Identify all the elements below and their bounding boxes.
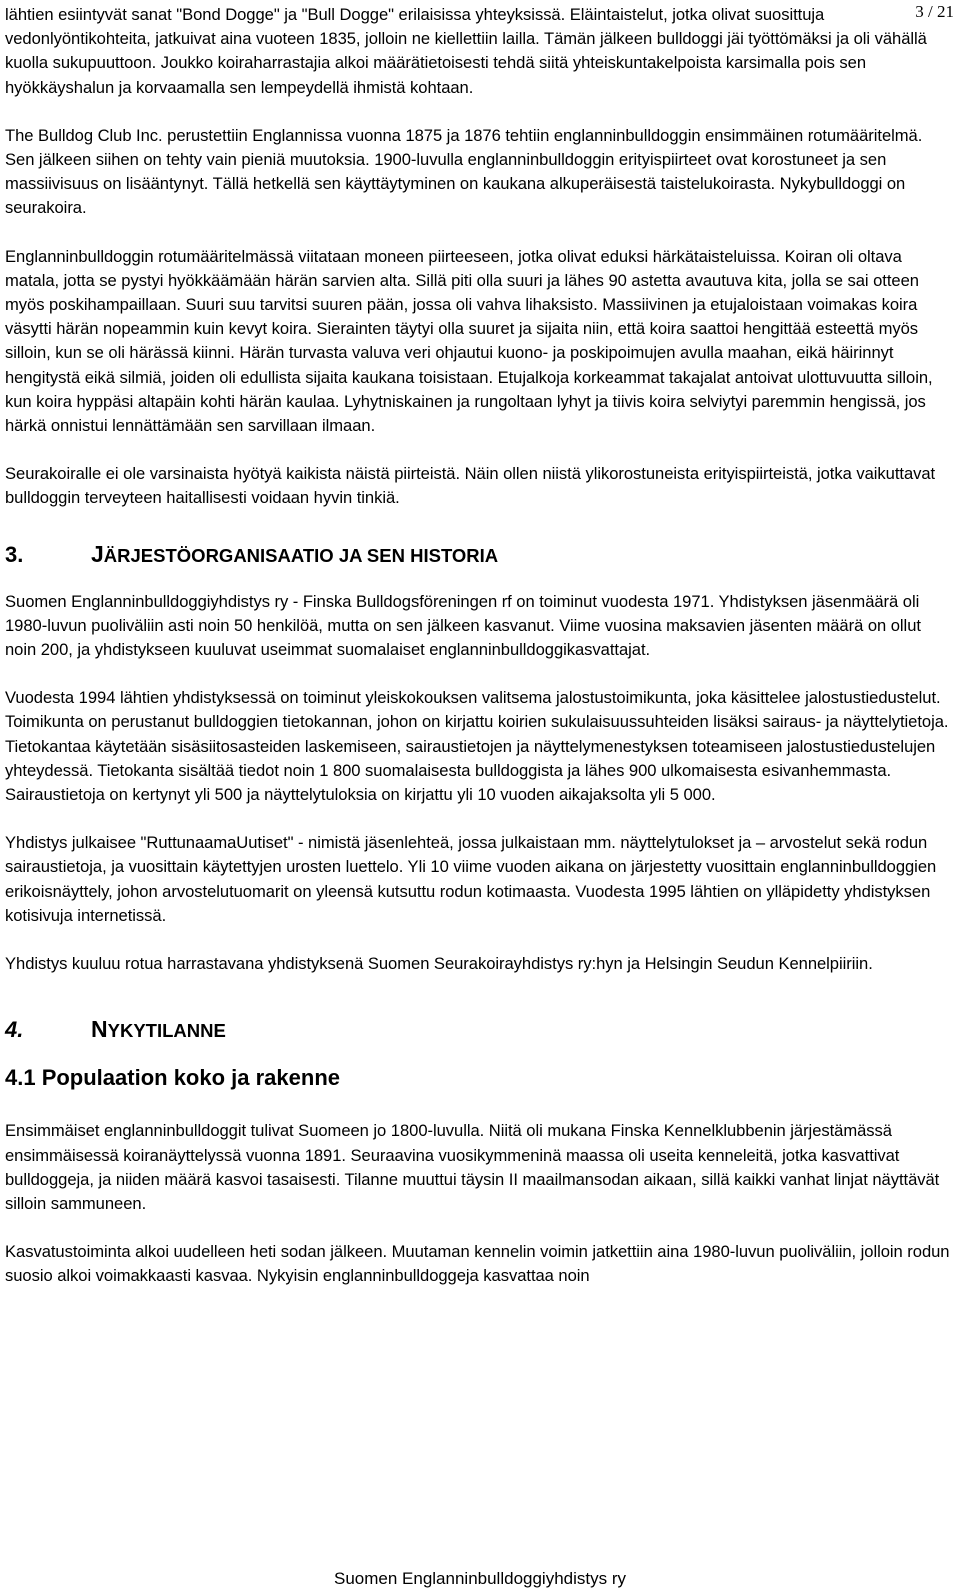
section-heading-3 [5, 541, 950, 568]
paragraph: Yhdistys kuuluu rotua harrastavana yhdistyksenä Suomen Seurakoirayhdistys ry:hyn ja Helsingin Seudun Kennelpiiriin. [5, 954, 873, 974]
paragraph: Yhdistys julkaisee "RuttunaamaUutiset" - nimistä jäsenlehteä, jossa julkaistaan mm. näyttelytulokset ja – arvostelut sekä rodun sairaustietoja, ja vuosittain käytettyjen urosten luettelo. Yli 10 viime vuoden aikana on järjestetty vuosittain englanninbulldoggien erikoisnäyttely, johon arvostelutuomarit on yleensä kutsuttu rodun kotimaasta. Vuodesta 1995 lähtien on ylläpidetty yhdistyksen kotisivuja internetissä. [5, 833, 937, 925]
paragraph: lähtien esiintyvät sanat "Bond Dogge" ja "Bull Dogge" erilaisissa yhteyksissä. Eläintaistelut, jotka olivat suosittuja vedonlyöntikohteita, jatkuivat aina vuoteen 1835, jolloin ne kiellettiin lailla. Tämän jälkeen bulldoggi jäi työttömäksi ja oli vähällä kuolla sukupuuttoon. Joukko koiraharrastajia alkoi määrätietoisesti tehdä siitä yhteiskuntakelpoista karsimalla pois sen hyökkäyshalun ja korvaamalla sen lempeydellä ihmistä kohtaan. [5, 5, 927, 97]
section-number: 4. [5, 1017, 24, 1043]
section-title-rest: YKYTILANNE [107, 1020, 226, 1042]
section-title-initial: N [91, 1016, 108, 1043]
document-body [5, 3, 950, 1313]
paragraph: Seurakoiralle ei ole varsinaista hyötyä kaikista näistä piirteistä. Näin ollen niistä ylikorostuneista erityispiirteistä, jotka vaikuttavat bulldoggin terveyteen haitallisesti voidaan hyvin tinkiä. [5, 464, 936, 508]
paragraph: The Bulldog Club Inc. perustettiin Englannissa vuonna 1875 ja 1876 tehtiin englanninbulldoggin ensimmäinen rotumääritelmä. Sen jälkeen siihen on tehty vain pieniä muutoksia. 1900-luvulla englanninbulldoggin erityispiirteet ovat korostuneet ja sen massiivisuus on lisääntynyt. Tällä hetkellä sen käyttäytyminen on kaukana alkuperäisestä taistelukoirasta. Nykybulldoggi on seurakoira. [5, 125, 923, 218]
paragraph: Ensimmäiset englanninbulldoggit tulivat Suomeen jo 1800-luvulla. Niitä oli mukana Finska Kennelklubbenin järjestämässä ensimmäisessä koiranäyttelyssä vuonna 1891. Seuraavina vuosikymmeninä maassa oli useita kenneleitä, jotka kasvattivat bulldoggeja, ja niiden määrä kasvoi tasaisesti. Tilanne muuttui täysin II maailmansodan aikaan, sillä kaikki vanhat linjat näyttävät silloin sammuneen. [5, 1121, 940, 1213]
section-title-initial: J [91, 540, 104, 567]
paragraph: Vuodesta 1994 lähtien yhdistyksessä on toiminut yleiskokouksen valitsema jalostustoimikunta, joka käsittelee jalostustiedustelut. Toimikunta on perustanut bulldoggien tietokannan, johon on kirjattu koirien sukulaisuussuhteiden lisäksi sairaus- ja näyttelytietoja. Tietokantaa käytetään sisäsiitosasteiden laskemiseen, sairaustietojen ja näyttelymenestyksen toteamiseen jalostustiedustelujen yhteydessä. Tietokanta sisältää tiedot noin 1 800 suomalaisesta bulldoggista ja lähes 900 ulkomaisesta esivanhemmasta. Sairaustietoja on kertynyt yli 500 ja näyttelytuloksia on kirjattu yli 10 vuoden aikajaksolta yli 5 000. [5, 688, 949, 805]
section-number: 3. [5, 541, 24, 567]
section-title-rest: ÄRJESTÖORGANISAATIO JA SEN HISTORIA [103, 544, 499, 566]
paragraph: Englanninbulldoggin rotumääritelmässä viitataan moneen piirteeseen, jotka olivat eduksi härkätaisteluissa. Koiran oli oltava matala, jotta se pystyi hyökkäämään härän sarvien alta. Sillä piti olla suuri ja lähes 90 astetta avautuva kita, jolla se sai otteen myös poskihampaillaan. Suuri suu tarvitsi suuren pään, jossa oli vahva lihaksisto. Massiivinen ja etujaloistaan voimakas koira väsytti härän nopeammin kuin kevyt koira. Sierainten täytyi olla suuret ja sijaita niin, että koira saattoi hengittää esteettä myös silloin, kun se oli härässä kiinni. Härän turvasta valuva veri ohjautui kuono- ja poskipoimujen avulla maahan, eikä häirinnyt hengitystä eikä silmiä, joiden oli edullista sijaita kaukana toisistaan. Etujalkoja korkeammat takajalat antoivat ulottuvuutta silloin, kun koira hyppäsi altapäin kohti härän kaulaa. Lyhytniskainen ja rungoltaan lyhyt ja tiivis koira selviytyi paremmin hengissä, jos härkä onnistui lennättämään sen sarvillaan ilmaan. [5, 246, 933, 436]
page-footer: Suomen Englanninbulldoggiyhdistys ry [333, 1569, 626, 1588]
paragraph: Suomen Englanninbulldoggiyhdistys ry - Finska Bulldogsföreningen rf on toiminut vuodesta 1971. Yhdistyksen jäsenmäärä oli 1980-luvun puoliväliin asti noin 50 henkilöä, mutta on sen jälkeen kasvanut. Viime vuosina maksavien jäsenten määrä on ollut noin 200, ja yhdistykseen kuuluvat useimmat suomalaiset englanninbulldoggikasvattajat. [5, 591, 921, 660]
section-heading-4 [5, 1016, 950, 1043]
page-number: 3 / 21 [915, 2, 954, 21]
paragraph: Kasvatustoiminta alkoi uudelleen heti sodan jälkeen. Muutaman kennelin voimin jatkettiin aina 1980-luvun puoliväliin, jolloin rodun suosio alkoi voimakkaasti kasvaa. Nykyisin englanninbulldoggeja kasvattaa noin [5, 1242, 950, 1286]
subsection-heading: 4.1 Populaation koko ja rakenne [5, 1065, 340, 1091]
